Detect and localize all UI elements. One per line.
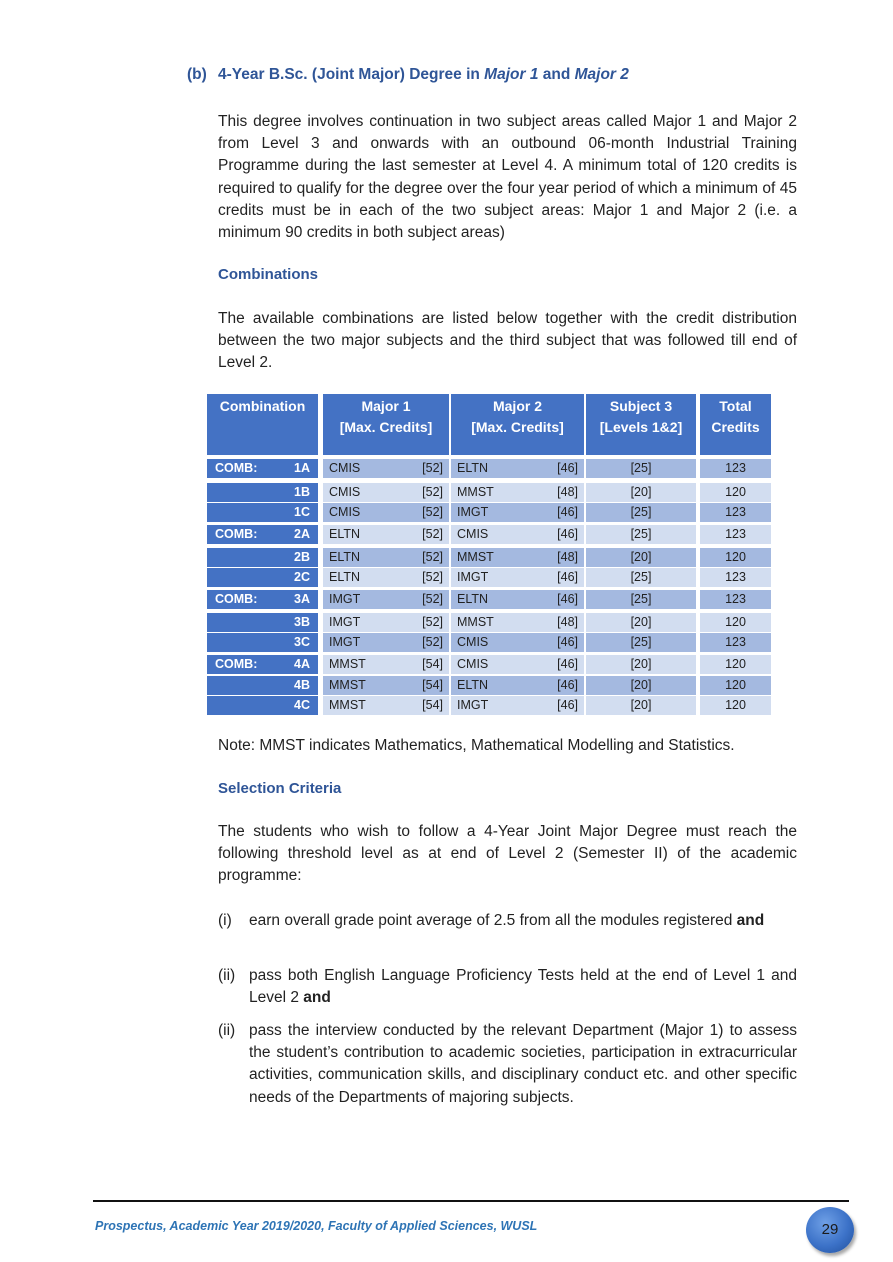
section-label: (b) — [187, 66, 207, 83]
combination-code: 2B — [294, 550, 310, 564]
major2-cell — [451, 590, 584, 609]
combination-code: 3C — [294, 635, 310, 649]
major1-cell — [323, 525, 449, 544]
header-major1-line1: Major 1 — [361, 398, 411, 414]
major1-credits: [54] — [422, 698, 443, 712]
major1-credits: [52] — [422, 461, 443, 475]
major1-subject: CMIS — [329, 505, 361, 519]
major2-subject: ELTN — [457, 461, 489, 475]
header-subject3-line2: [Levels 1&2] — [599, 419, 683, 435]
section-title-major2: Major 2 — [574, 66, 629, 83]
subject3-cell: [25] — [586, 633, 696, 652]
major2-cell — [451, 459, 584, 478]
total-cell: 120 — [700, 676, 771, 695]
major1-cell — [323, 676, 449, 695]
major2-credits: [46] — [557, 635, 578, 649]
subject3-cell: [25] — [586, 590, 696, 609]
combination-label: COMB: — [215, 657, 258, 671]
major1-cell — [323, 613, 449, 632]
intro-paragraph: This degree involves continuation in two subject areas called Major 1 and Major 2 from Level 3 and onwards with an outbound 06-month Industrial Training Programme during the last semester at Level 4. A minimum total of 120 credits is required to qualify for the degree over the four year period of which a minimum of 45 credits must be in each of the two subject areas: Major 1 and Major 2 (i.e. a minimum 90 credits in both subject areas) — [218, 113, 797, 242]
major2-credits: [46] — [557, 698, 578, 712]
criteria-item-text: pass both English Language Proficiency Tests held at the end of Level 1 and Level 2 — [249, 967, 797, 1007]
major2-subject: MMST — [457, 550, 494, 564]
major2-cell — [451, 633, 584, 652]
subject3-cell: [20] — [586, 613, 696, 632]
section-title-and: and — [538, 66, 575, 83]
header-total-line2: Credits — [711, 419, 760, 435]
major2-credits: [46] — [557, 678, 578, 692]
total-cell: 123 — [700, 525, 771, 544]
table-row — [207, 503, 771, 522]
major2-credits: [46] — [557, 527, 578, 541]
major2-credits: [48] — [557, 550, 578, 564]
combination-cell — [207, 613, 318, 632]
table-row — [207, 676, 771, 695]
total-cell: 120 — [700, 483, 771, 502]
major2-credits: [48] — [557, 485, 578, 499]
header-major2-line1: Major 2 — [492, 398, 542, 414]
major1-credits: [52] — [422, 505, 443, 519]
header-combination — [207, 394, 318, 455]
table-row — [207, 696, 771, 715]
major1-subject: ELTN — [329, 527, 361, 541]
total-cell: 123 — [700, 568, 771, 587]
major2-subject: IMGT — [457, 698, 489, 712]
total-cell: 120 — [700, 655, 771, 674]
major1-cell — [323, 459, 449, 478]
major1-cell — [323, 548, 449, 567]
major2-subject: IMGT — [457, 570, 489, 584]
major2-subject: ELTN — [457, 678, 489, 692]
major1-credits: [52] — [422, 635, 443, 649]
major2-credits: [46] — [557, 505, 578, 519]
major2-credits: [46] — [557, 570, 578, 584]
subject3-cell: [20] — [586, 676, 696, 695]
header-major2-line2: [Max. Credits] — [471, 419, 564, 435]
combination-cell — [207, 483, 318, 502]
subject3-cell: [25] — [586, 503, 696, 522]
major1-cell — [323, 696, 449, 715]
criteria-item-2 — [218, 965, 797, 1009]
major1-credits: [54] — [422, 657, 443, 671]
table-row — [207, 548, 771, 567]
major2-credits: [46] — [557, 461, 578, 475]
combination-cell — [207, 655, 318, 674]
combination-code: 1B — [294, 485, 310, 499]
major2-subject: CMIS — [457, 635, 489, 649]
major2-subject: CMIS — [457, 657, 489, 671]
major1-credits: [54] — [422, 678, 443, 692]
selection-paragraph: The students who wish to follow a 4-Year Joint Major Degree must reach the following threshold level as at end of Level 2 (Semester II) of the academic programme: — [218, 823, 797, 885]
major2-cell — [451, 613, 584, 632]
header-combination-label: Combination — [219, 398, 306, 414]
table-row — [207, 459, 771, 478]
table-row — [207, 590, 771, 609]
combinations-heading: Combinations — [218, 266, 318, 283]
total-cell: 120 — [700, 696, 771, 715]
major1-subject: MMST — [329, 698, 366, 712]
subject3-cell: [25] — [586, 459, 696, 478]
major1-subject: IMGT — [329, 615, 361, 629]
criteria-item-text: earn overall grade point average of 2.5 from all the modules registered — [249, 912, 737, 929]
combinations-paragraph: The available combinations are listed below together with the credit distribution between the two major subjects and the third subject that was followed till end of Level 2. — [218, 310, 797, 372]
table-row — [207, 525, 771, 544]
total-cell: 123 — [700, 633, 771, 652]
major1-subject: MMST — [329, 657, 366, 671]
major1-subject: CMIS — [329, 461, 361, 475]
major1-subject: CMIS — [329, 485, 361, 499]
major2-cell — [451, 483, 584, 502]
criteria-item-text: pass the interview conducted by the relevant Department (Major 1) to assess the student’s contribution to academic societies, participation in extracurricular activities, communication skills, and disciplinary conduct etc. and other specific needs of the Departments of majoring subjects. — [249, 1022, 797, 1106]
table-row — [207, 483, 771, 502]
section-title-prefix: 4-Year B.Sc. (Joint Major) Degree in — [218, 66, 485, 83]
header-subject3-line1: Subject 3 — [609, 398, 673, 414]
table-row — [207, 613, 771, 632]
major1-cell — [323, 633, 449, 652]
note: Note: MMST indicates Mathematics, Mathematical Modelling and Statistics. — [218, 737, 735, 754]
major2-subject: ELTN — [457, 592, 489, 606]
major1-cell — [323, 590, 449, 609]
combination-code: 4C — [294, 698, 310, 712]
major1-credits: [52] — [422, 527, 443, 541]
header-major1-line2: [Max. Credits] — [339, 419, 433, 435]
footer-divider — [93, 1200, 849, 1202]
combination-cell — [207, 548, 318, 567]
major2-subject: MMST — [457, 615, 494, 629]
major1-credits: [52] — [422, 485, 443, 499]
combination-code: 1A — [294, 461, 310, 475]
criteria-item-number: (ii) — [218, 967, 236, 984]
combination-label: COMB: — [215, 461, 258, 475]
major2-cell — [451, 696, 584, 715]
table-row — [207, 655, 771, 674]
major2-credits: [46] — [557, 592, 578, 606]
combination-code: 3A — [294, 592, 310, 606]
section-heading — [187, 66, 629, 84]
major1-credits: [52] — [422, 592, 443, 606]
table-row — [207, 633, 771, 652]
major1-credits: [52] — [422, 550, 443, 564]
subject3-cell: [25] — [586, 525, 696, 544]
criteria-item-3 — [218, 1020, 797, 1109]
combination-label: COMB: — [215, 592, 258, 606]
criteria-item-and: and — [736, 912, 765, 929]
combination-code: 4B — [294, 678, 310, 692]
total-cell: 120 — [700, 548, 771, 567]
major1-credits: [52] — [422, 570, 443, 584]
total-cell: 123 — [700, 503, 771, 522]
major2-credits: [46] — [557, 657, 578, 671]
section-title-major1: Major 1 — [484, 66, 539, 83]
header-major2 — [451, 394, 584, 455]
header-subject3 — [586, 394, 696, 455]
page-number-badge: 29 — [806, 1207, 854, 1253]
subject3-cell: [20] — [586, 483, 696, 502]
header-total — [700, 394, 771, 455]
subject3-cell: [20] — [586, 655, 696, 674]
selection-heading: Selection Criteria — [218, 780, 342, 797]
major1-cell — [323, 568, 449, 587]
major2-subject: IMGT — [457, 505, 489, 519]
major2-subject: CMIS — [457, 527, 489, 541]
major1-subject: IMGT — [329, 592, 361, 606]
major2-cell — [451, 676, 584, 695]
combination-code: 2C — [294, 570, 310, 584]
combination-cell — [207, 676, 318, 695]
major2-cell — [451, 548, 584, 567]
criteria-item-number: (i) — [218, 912, 232, 929]
major2-cell — [451, 655, 584, 674]
combination-cell — [207, 696, 318, 715]
major1-subject: ELTN — [329, 570, 361, 584]
combination-cell — [207, 590, 318, 609]
major1-cell — [323, 503, 449, 522]
combination-code: 4A — [294, 657, 310, 671]
footer-text: Prospectus, Academic Year 2019/2020, Faculty of Applied Sciences, WUSL — [95, 1219, 538, 1233]
major2-cell — [451, 525, 584, 544]
major2-credits: [48] — [557, 615, 578, 629]
subject3-cell: [20] — [586, 696, 696, 715]
major1-subject: IMGT — [329, 635, 361, 649]
criteria-item-number: (ii) — [218, 1022, 236, 1039]
combination-code: 2A — [294, 527, 310, 541]
major2-cell — [451, 503, 584, 522]
major2-cell — [451, 568, 584, 587]
subject3-cell: [25] — [586, 568, 696, 587]
subject3-cell: [20] — [586, 548, 696, 567]
major1-subject: ELTN — [329, 550, 361, 564]
combination-cell — [207, 568, 318, 587]
combination-label: COMB: — [215, 527, 258, 541]
major1-cell — [323, 483, 449, 502]
major1-credits: [52] — [422, 615, 443, 629]
combination-code: 3B — [294, 615, 310, 629]
combination-cell — [207, 525, 318, 544]
criteria-item-and: and — [303, 989, 331, 1007]
total-cell: 123 — [700, 590, 771, 609]
major1-subject: MMST — [329, 678, 366, 692]
criteria-item-1 — [218, 910, 797, 932]
combination-code: 1C — [294, 505, 310, 519]
combination-cell — [207, 459, 318, 478]
header-total-line1: Total — [719, 398, 752, 414]
table-row — [207, 568, 771, 587]
total-cell: 120 — [700, 613, 771, 632]
header-major1 — [323, 394, 449, 455]
total-cell: 123 — [700, 459, 771, 478]
combination-cell — [207, 633, 318, 652]
combination-cell — [207, 503, 318, 522]
major1-cell — [323, 655, 449, 674]
major2-subject: MMST — [457, 485, 494, 499]
